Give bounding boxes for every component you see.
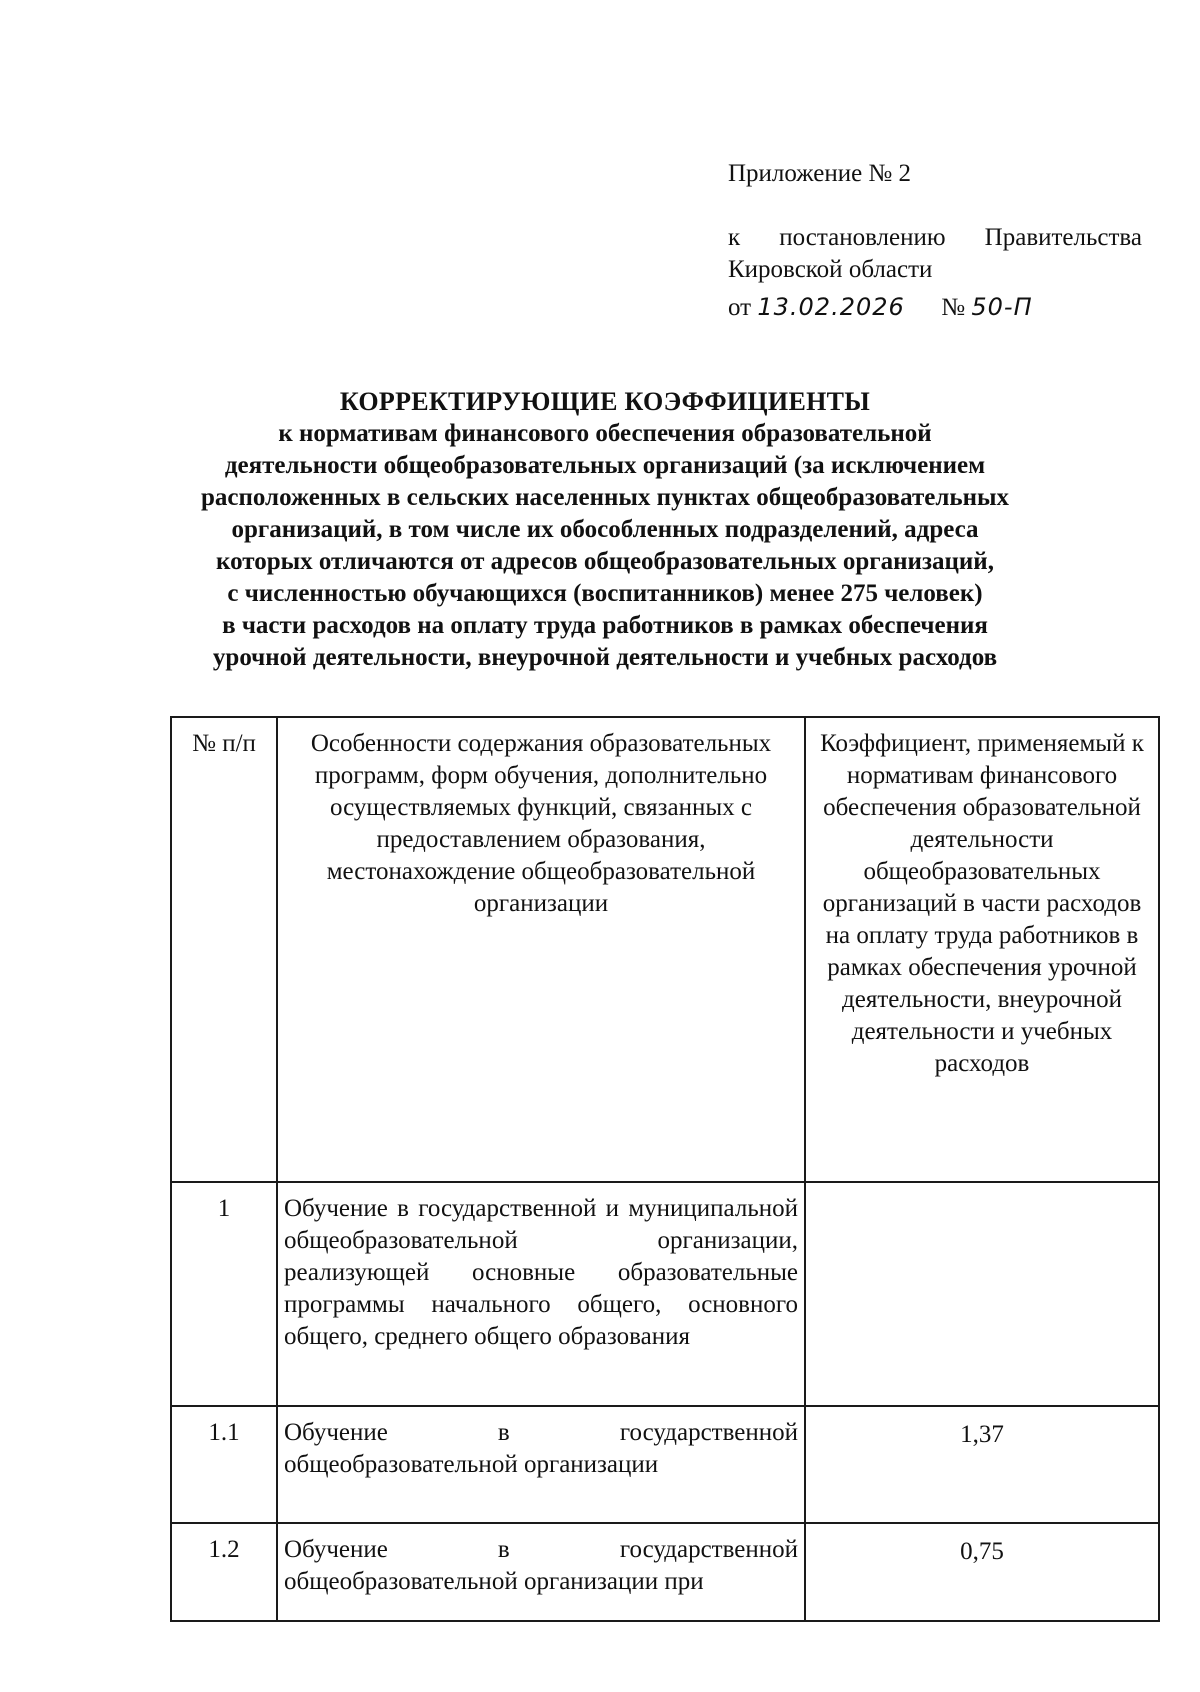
title-line: к нормативам финансового обеспечения образовательной bbox=[278, 420, 932, 447]
handwritten-number: 50-П bbox=[971, 293, 1033, 321]
row-number: 1 bbox=[171, 1182, 277, 1406]
annex-basis-org: Правительства bbox=[984, 224, 1142, 251]
date-prefix: от bbox=[728, 294, 752, 321]
row-number: 1.1 bbox=[171, 1406, 277, 1523]
table-header-row bbox=[171, 717, 1159, 1182]
annex-basis bbox=[728, 222, 1148, 286]
document-title bbox=[150, 386, 1060, 674]
table-row bbox=[171, 1523, 1159, 1621]
annex-basis-word: постановлению bbox=[779, 224, 946, 251]
row-coefficient bbox=[805, 1182, 1159, 1406]
table-row bbox=[171, 1406, 1159, 1523]
title-line: которых отличаются от адресов общеобразовательных организаций, bbox=[216, 548, 994, 575]
handwritten-date: 13.02.2026 bbox=[757, 293, 905, 321]
row-description: Обучение в государственной общеобразовательной организации bbox=[277, 1406, 805, 1523]
row-number: 1.2 bbox=[171, 1523, 277, 1621]
header-number: № п/п bbox=[171, 717, 277, 1182]
annex-basis-line-1 bbox=[728, 222, 1142, 254]
title-line: расположенных в сельских населенных пунктах общеобразовательных bbox=[200, 484, 1010, 511]
annex-basis-prefix: к bbox=[728, 224, 741, 251]
title-line: с численностью обучающихся (воспитанников) менее 275 человек) bbox=[227, 580, 983, 607]
title-line: деятельности общеобразовательных организаций (за исключением bbox=[224, 452, 986, 479]
row-coefficient: 1,37 bbox=[805, 1406, 1159, 1523]
row-description: Обучение в государственной и муниципальной общеобразовательной организации, реализующей основные образовательные программы начального общего, основного общего, среднего общего образования bbox=[277, 1182, 805, 1406]
title-line: организаций, в том числе их обособленных подразделений, адреса bbox=[231, 516, 979, 543]
row-coefficient: 0,75 bbox=[805, 1523, 1159, 1621]
header-features: Особенности содержания образовательных программ, форм обучения, дополнительно осуществляемых функций, связанных с предоставлением образования, местонахождение общеобразовательной организации bbox=[277, 717, 805, 1182]
annex-label: Приложение № 2 bbox=[728, 160, 912, 187]
coefficients-table bbox=[170, 716, 1160, 1622]
title-main: КОРРЕКТИРУЮЩИЕ КОЭФФИЦИЕНТЫ bbox=[339, 387, 871, 416]
row-description: Обучение в государственной общеобразовательной организации при bbox=[277, 1523, 805, 1621]
title-line: урочной деятельности, внеурочной деятельности и учебных расходов bbox=[212, 644, 998, 671]
annex-date-line bbox=[728, 290, 1033, 325]
annex-basis-line-2: Кировской области bbox=[728, 256, 933, 283]
header-coefficient: Коэффициент, применяемый к нормативам финансового обеспечения образовательной деятельности общеобразовательных организаций в части расходов на оплату труда работников в рамках обеспечения урочной деятельности, внеурочной деятельности и учебных расходов bbox=[805, 717, 1159, 1182]
number-prefix: № bbox=[941, 294, 966, 321]
title-line: в части расходов на оплату труда работников в рамках обеспечения bbox=[222, 612, 988, 639]
table-row bbox=[171, 1182, 1159, 1406]
